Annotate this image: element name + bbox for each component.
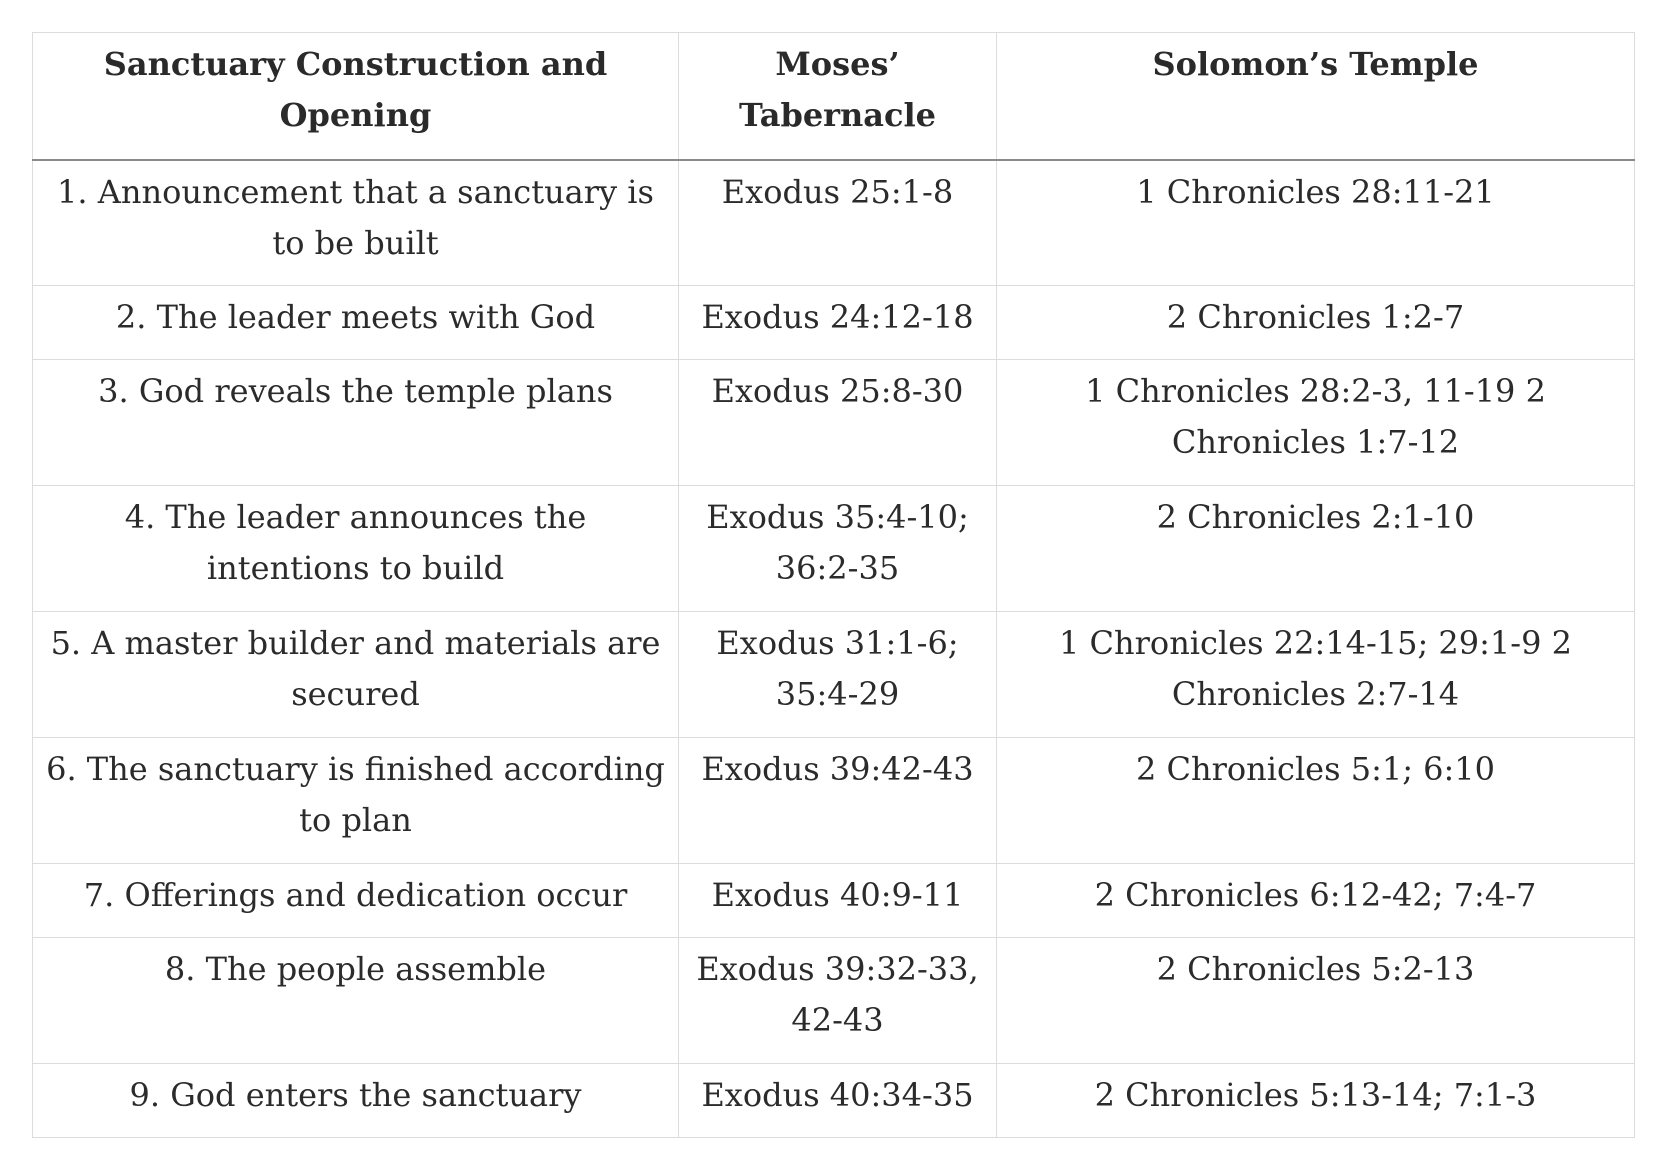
table-row [33,864,1635,938]
row-step-cell: 9. God enters the sanctuary [33,1064,679,1138]
table-row [33,1064,1635,1138]
row-solomon-cell: 2 Chronicles 2:1-10 [997,486,1635,612]
header-solomons-temple: Solomon’s Temple [997,33,1635,160]
row-solomon-cell: 1 Chronicles 22:14-15; 29:1-9 2 Chronicles 2:7-14 [997,612,1635,738]
row-moses-cell: Exodus 31:1-6; 35:4-29 [679,612,997,738]
row-moses-cell: Exodus 39:32-33, 42-43 [679,938,997,1064]
table-row [33,738,1635,864]
sanctuary-comparison-table [32,32,1635,1138]
comparison-table-container [32,32,1634,1138]
table-row [33,612,1635,738]
row-solomon-cell: 2 Chronicles 5:13-14; 7:1-3 [997,1064,1635,1138]
row-moses-cell: Exodus 24:12-18 [679,286,997,360]
table-header-row [33,33,1635,160]
row-moses-cell: Exodus 40:34-35 [679,1064,997,1138]
row-solomon-cell: 2 Chronicles 5:2-13 [997,938,1635,1064]
table-row [33,486,1635,612]
header-sanctuary-construction: Sanctuary Construction and Opening [33,33,679,160]
row-moses-cell: Exodus 25:8-30 [679,360,997,486]
row-solomon-cell: 2 Chronicles 6:12-42; 7:4-7 [997,864,1635,938]
row-moses-cell: Exodus 40:9-11 [679,864,997,938]
table-row [33,360,1635,486]
row-step-cell: 8. The people assemble [33,938,679,1064]
table-row [33,160,1635,286]
row-step-cell: 3. God reveals the temple plans [33,360,679,486]
row-step-cell: 5. A master builder and materials are secured [33,612,679,738]
row-step-cell: 4. The leader announces the intentions to build [33,486,679,612]
row-solomon-cell: 2 Chronicles 5:1; 6:10 [997,738,1635,864]
row-step-cell: 1. Announcement that a sanctuary is to be built [33,160,679,286]
row-step-cell: 7. Offerings and dedication occur [33,864,679,938]
header-moses-tabernacle: Moses’ Tabernacle [679,33,997,160]
row-step-cell: 2. The leader meets with God [33,286,679,360]
row-step-cell: 6. The sanctuary is finished according to plan [33,738,679,864]
table-row [33,938,1635,1064]
row-solomon-cell: 1 Chronicles 28:2-3, 11-19 2 Chronicles 1:7-12 [997,360,1635,486]
table-row [33,286,1635,360]
row-moses-cell: Exodus 25:1-8 [679,160,997,286]
row-moses-cell: Exodus 35:4-10; 36:2-35 [679,486,997,612]
row-solomon-cell: 2 Chronicles 1:2-7 [997,286,1635,360]
row-solomon-cell: 1 Chronicles 28:11-21 [997,160,1635,286]
row-moses-cell: Exodus 39:42-43 [679,738,997,864]
